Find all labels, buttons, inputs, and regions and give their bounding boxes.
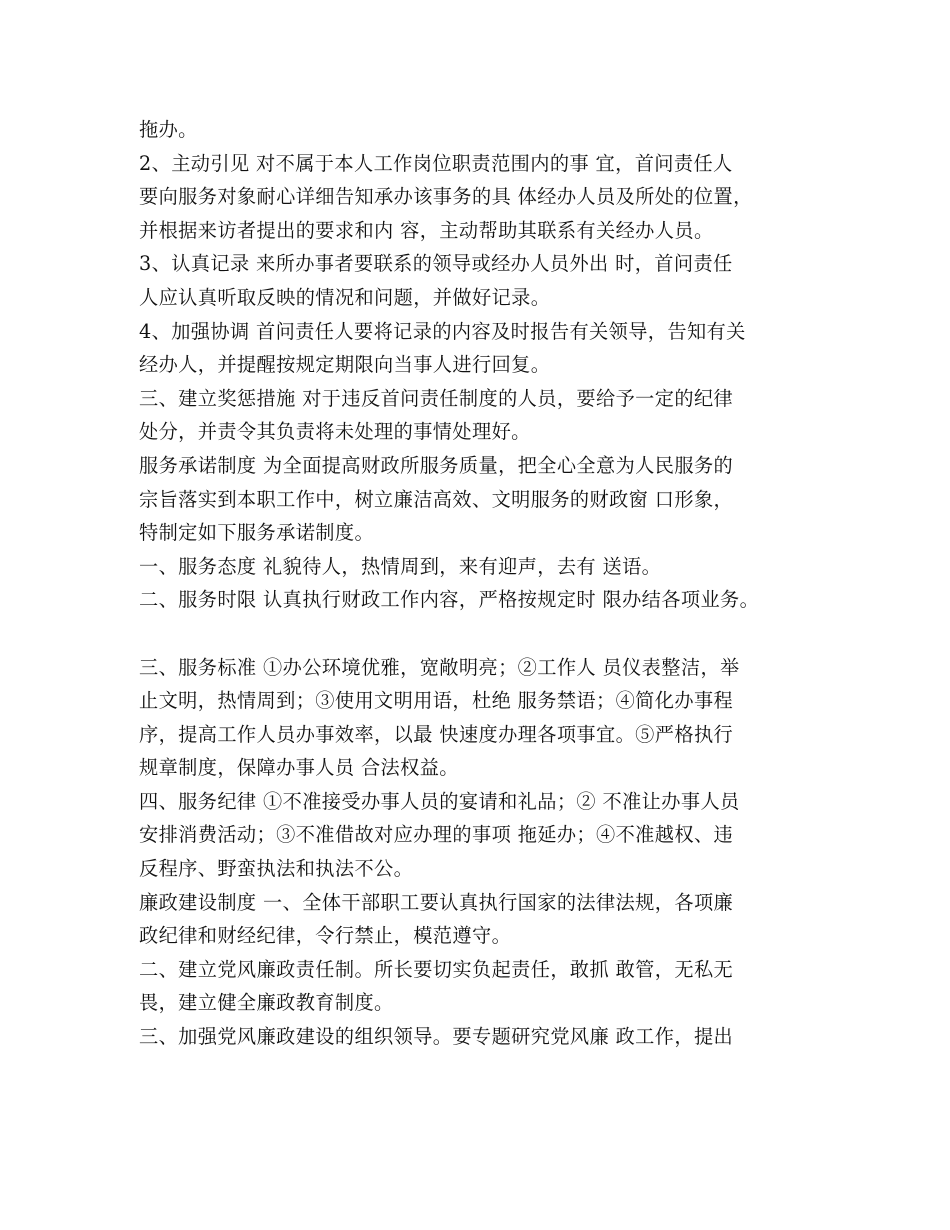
text-line: 规章制度，保障办事人员 合法权益。 <box>139 756 459 780</box>
text-line: 反程序、野蛮执法和执法不公。 <box>139 857 414 881</box>
text-line: 四、服务纪律 ①不准接受办事人员的宴请和礼品；② 不准让办事人员 <box>139 789 740 813</box>
text-line: 4、加强协调 首问责任人要将记录的内容及时报告有关领导，告知有关 <box>139 319 746 343</box>
text-line: 服务承诺制度 为全面提高财政所服务质量，把全心全意为人民服务的 <box>139 453 734 477</box>
document-body <box>139 113 829 1054</box>
blank-line <box>139 617 829 651</box>
text-line: 特制定如下服务承诺制度。 <box>139 521 375 545</box>
text-line: 二、建立党风廉政责任制。所长要切实负起责任，敢抓 敢管，无私无 <box>139 957 734 981</box>
text-line: 廉政建设制度 一、全体干部职工要认真执行国家的法律法规，各项廉 <box>139 890 734 914</box>
text-line: 要向服务对象耐心详细告知承办该事务的具 体经办人员及所处的位置， <box>139 185 753 209</box>
text-line: 一、服务态度 礼貌待人，热情周到，来有迎声，去有 送语。 <box>139 554 662 578</box>
text-line: 2、主动引见 对不属于本人工作岗位职责范围内的事 宜，首问责任人 <box>139 151 733 175</box>
text-line: 拖办。 <box>139 118 198 141</box>
text-line: 畏，建立健全廉政教育制度。 <box>139 991 394 1015</box>
text-line: 经办人，并提醒按规定期限向当事人进行回复。 <box>139 353 551 377</box>
text-line: 处分，并责令其负责将未处理的事情处理好。 <box>139 420 531 444</box>
text-line: 政纪律和财经纪律，令行禁止，模范遵守。 <box>139 924 512 948</box>
text-line: 并根据来访者提出的要求和内 容，主动帮助其联系有关经办人员。 <box>139 218 714 242</box>
text-line: 安排消费活动；③不准借故对应办理的事项 拖延办；④不准越权、违 <box>139 823 734 847</box>
text-line: 三、建立奖惩措施 对于违反首问责任制度的人员，要给予一定的纪律 <box>139 386 734 410</box>
text-line: 宗旨落实到本职工作中，树立廉洁高效、文明服务的财政窗 口形象， <box>139 487 734 511</box>
text-line: 人应认真听取反映的情况和问题，并做好记录。 <box>139 285 551 309</box>
text-line: 三、服务标准 ①办公环境优雅，宽敞明亮；②工作人 员仪表整洁，举 <box>139 655 740 679</box>
text-line: 止文明，热情周到；③使用文明用语，杜绝 服务禁语；④简化办事程 <box>139 689 734 713</box>
text-line: 二、服务时限 认真执行财政工作内容，严格按规定时 限办结各项业务。 <box>139 588 760 612</box>
text-line: 3、认真记录 来所办事者要联系的领导或经办人员外出 时，首问责任 <box>139 252 733 276</box>
text-line: 序，提高工作人员办事效率，以最 快速度办理各项事宜。⑤严格执行 <box>139 722 734 746</box>
text-line: 三、加强党风廉政建设的组织领导。要专题研究党风廉 政工作，提出 <box>139 1025 734 1049</box>
